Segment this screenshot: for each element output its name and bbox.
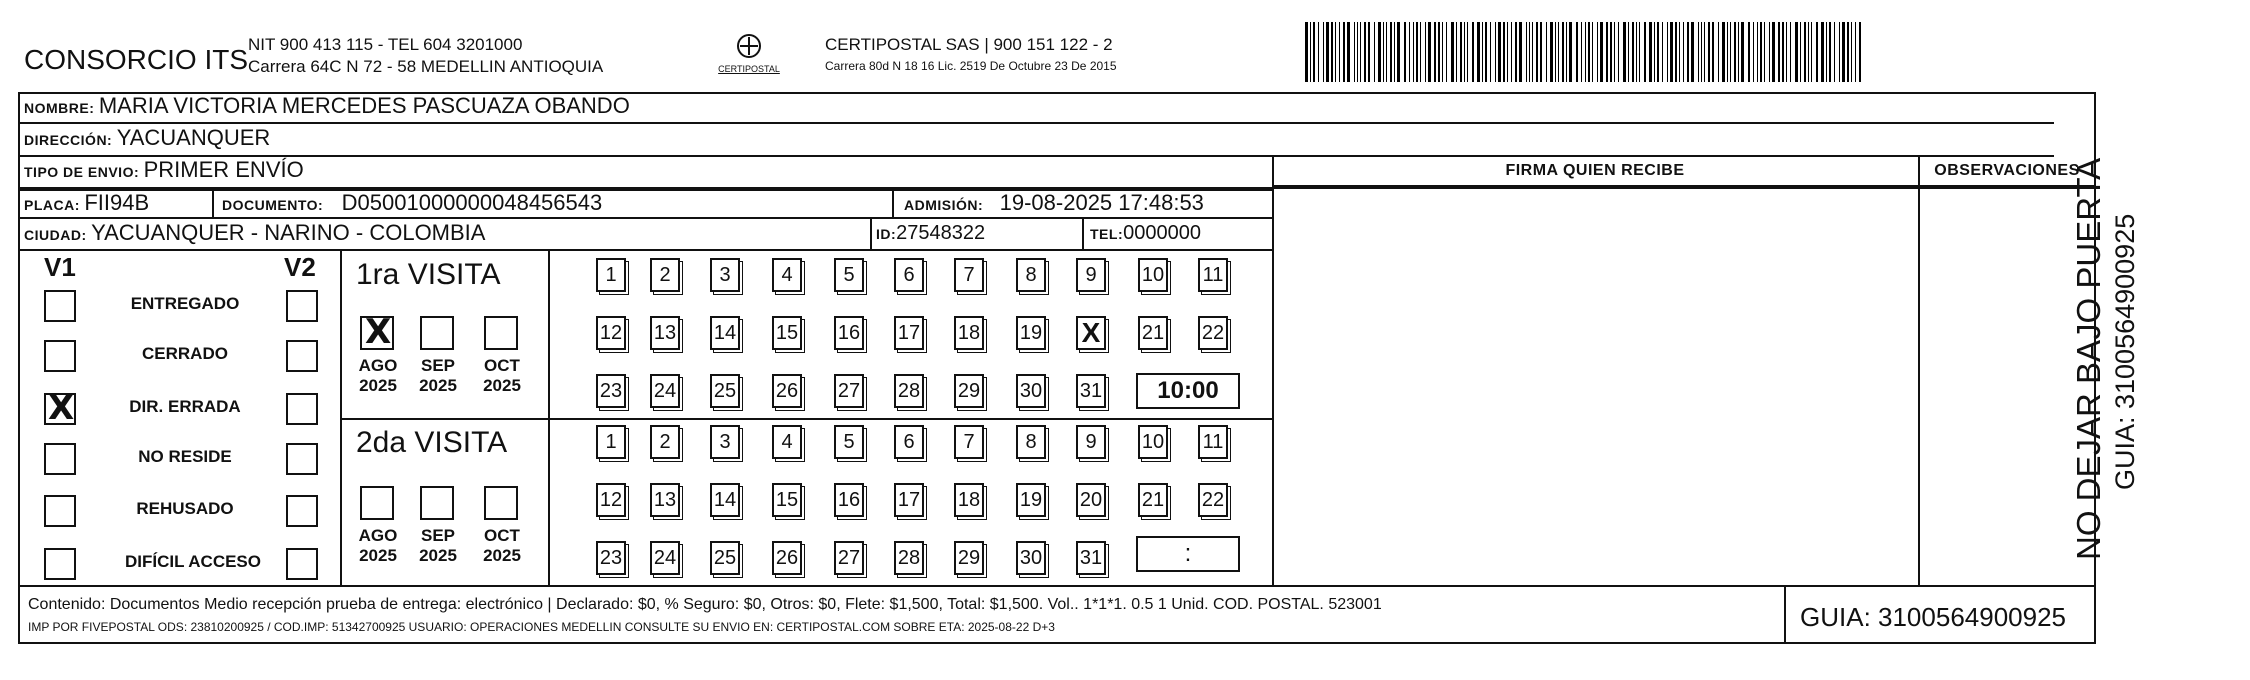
barcode-bar: [1305, 22, 1308, 82]
divider: [1784, 585, 1786, 644]
tel-value: 0000000: [1123, 222, 1201, 244]
divider: [892, 189, 894, 219]
barcode-bar: [1546, 22, 1547, 82]
barcode-bar: [1420, 22, 1421, 82]
id-row: [876, 222, 985, 245]
divider: [870, 219, 872, 249]
barcode-bar: [1313, 22, 1315, 82]
day-box[interactable]: 17: [894, 316, 924, 350]
v1-checkbox[interactable]: [44, 548, 76, 580]
v2-checkbox[interactable]: [286, 548, 318, 580]
barcode-bar: [1416, 22, 1418, 82]
ciudad-row: [24, 220, 485, 246]
ciudad-value: YACUANQUER - NARINO - COLOMBIA: [91, 220, 486, 245]
tel-label: TEL:: [1090, 226, 1124, 242]
barcode-bar: [1464, 22, 1465, 82]
day-box[interactable]: 25: [710, 541, 740, 575]
barcode-bar: [1628, 22, 1629, 82]
divider: [548, 249, 550, 585]
barcode-bar: [1649, 22, 1652, 82]
day-box[interactable]: 28: [894, 374, 924, 408]
day-box[interactable]: 4: [772, 258, 802, 292]
barcode-bar: [1446, 22, 1447, 82]
firma-header: FIRMA QUIEN RECIBE: [1505, 162, 1685, 179]
day-box[interactable]: 28: [894, 541, 924, 575]
barcode-bar: [1675, 22, 1677, 82]
barcode-bar: [1657, 22, 1659, 82]
barcode-bar: [1472, 22, 1474, 82]
barcode-bar: [1562, 22, 1564, 82]
admision-label: ADMISIÓN:: [904, 197, 984, 213]
barcode-bar: [1644, 22, 1646, 82]
barcode-bar: [1526, 22, 1527, 82]
barcode-bar: [1834, 22, 1835, 82]
certipostal-line: CERTIPOSTAL SAS | 900 151 122 - 2: [825, 35, 1113, 54]
barcode-bar: [1753, 22, 1754, 82]
ciudad-label: CIUDAD:: [24, 227, 87, 243]
barcode-bar: [1495, 22, 1496, 82]
day-box[interactable]: 26: [772, 541, 802, 575]
barcode-bar: [1442, 22, 1443, 82]
day-box[interactable]: 10: [1138, 258, 1168, 292]
barcode-bar: [1438, 22, 1440, 82]
tel-row: [1090, 222, 1201, 245]
barcode-bar: [1701, 22, 1702, 82]
barcode-bar: [1490, 22, 1491, 82]
barcode-bar: [1800, 22, 1801, 82]
barcode-bar: [1456, 22, 1457, 82]
v2-checkbox[interactable]: [286, 393, 318, 425]
status-label: DIFÍCIL ACCESO: [124, 552, 261, 571]
barcode: [1305, 22, 1945, 82]
day-box[interactable]: 18: [954, 483, 984, 517]
imp-text: IMP POR FIVEPOSTAL ODS: 23810200925 / COD.IMP: 51342700925 USUARIO: OPERACIONES MEDELLIN CONSULTE SU ENVIO EN: CERTIPOSTAL.COM SOBRE ETA: 2025-08-22 D+3: [28, 620, 1055, 634]
documento-value: D05001000000048456543: [341, 190, 603, 215]
barcode-bar: [1760, 22, 1762, 82]
v1-checkbox[interactable]: [44, 443, 76, 475]
day-box[interactable]: 22: [1198, 483, 1228, 517]
day-box[interactable]: [1076, 316, 1106, 350]
barcode-bar: [1769, 22, 1770, 82]
visit1-title: 1ra VISITA: [356, 258, 501, 291]
v2-checkbox[interactable]: [286, 495, 318, 527]
barcode-bar: [1778, 22, 1780, 82]
barcode-bar: [1722, 22, 1725, 82]
barcode-bar: [1451, 22, 1454, 82]
barcode-bar: [1467, 22, 1468, 82]
barcode-bar: [1588, 22, 1590, 82]
divider: [1918, 155, 1920, 585]
divider: [1082, 219, 1084, 249]
check-mark-icon: X: [365, 312, 392, 352]
barcode-bar: [1623, 22, 1626, 82]
day-box[interactable]: 9: [1076, 258, 1106, 292]
placa-label: PLACA:: [24, 197, 80, 213]
observaciones-header: OBSERVACIONES: [1934, 162, 2080, 179]
divider: [1272, 155, 1274, 585]
day-box[interactable]: 3: [710, 258, 740, 292]
tipo-label: TIPO DE ENVIO:: [24, 164, 140, 180]
nombre-value: MARIA VICTORIA MERCEDES PASCUAZA OBANDO: [98, 93, 630, 118]
v2-checkbox[interactable]: [286, 443, 318, 475]
check-mark-icon: X: [1081, 317, 1101, 348]
id-value: 27548322: [896, 222, 986, 244]
barcode-bar: [1821, 22, 1824, 82]
day-box[interactable]: 19: [1016, 316, 1046, 350]
v1-checkbox[interactable]: [44, 388, 76, 428]
day-box[interactable]: 8: [1016, 425, 1046, 459]
day-box[interactable]: 21: [1138, 483, 1168, 517]
barcode-bar: [1734, 22, 1736, 82]
tipo-row: [24, 157, 304, 183]
nit-line: NIT 900 413 115 - TEL 604 3201000: [248, 35, 523, 54]
barcode-bar: [1536, 22, 1538, 82]
barcode-bar: [1639, 22, 1640, 82]
barcode-bar: [1738, 22, 1739, 82]
month-label: SEP 2025: [419, 356, 457, 395]
barcode-bar: [1390, 22, 1392, 82]
side-guia: GUIA: 3100564900925: [2110, 213, 2140, 490]
divider: [1272, 185, 2094, 187]
barcode-bar: [1368, 22, 1370, 82]
certipostal-logo: [716, 32, 782, 80]
barcode-bar: [1847, 22, 1849, 82]
day-box[interactable]: 17: [894, 483, 924, 517]
barcode-bar: [1339, 22, 1340, 82]
barcode-bar: [1498, 22, 1501, 82]
day-box[interactable]: 29: [954, 541, 984, 575]
barcode-bar: [1532, 22, 1533, 82]
logo-text: CERTIPOSTAL: [718, 64, 780, 74]
barcode-bar: [1679, 22, 1680, 82]
day-box[interactable]: 31: [1076, 374, 1106, 408]
month-label: SEP 2025: [419, 526, 457, 565]
day-box[interactable]: 29: [954, 374, 984, 408]
check-mark-icon: X: [48, 388, 75, 428]
barcode-bar: [1592, 22, 1593, 82]
day-box[interactable]: 20: [1076, 483, 1106, 517]
address-line: Carrera 64C N 72 - 58 MEDELLIN ANTIOQUIA: [248, 57, 604, 76]
company-name: CONSORCIO ITS: [24, 44, 249, 75]
barcode-bar: [1394, 22, 1395, 82]
id-label: ID:: [876, 226, 897, 242]
barcode-bar: [1816, 22, 1818, 82]
barcode-bar: [1310, 22, 1311, 82]
barcode-bar: [1795, 22, 1798, 82]
month-label: OCT 2025: [483, 526, 521, 565]
v2-header: V2: [284, 252, 316, 282]
barcode-bar: [1477, 22, 1480, 82]
barcode-bar: [1683, 22, 1684, 82]
day-box[interactable]: 1: [596, 258, 626, 292]
day-box[interactable]: 5: [834, 258, 864, 292]
day-box[interactable]: 8: [1016, 258, 1046, 292]
barcode-bar: [1397, 22, 1400, 82]
barcode-bar: [1826, 22, 1827, 82]
barcode-bar: [1434, 22, 1436, 82]
month-checkbox[interactable]: [420, 316, 454, 350]
barcode-bar: [1378, 22, 1381, 82]
month-checkbox[interactable]: [360, 312, 394, 352]
barcode-bar: [1741, 22, 1744, 82]
day-box[interactable]: 14: [710, 316, 740, 350]
day-box[interactable]: 25: [710, 374, 740, 408]
barcode-bar: [1757, 22, 1758, 82]
barcode-bar: [1576, 22, 1578, 82]
day-box[interactable]: 30: [1016, 541, 1046, 575]
placa-value: FII94B: [84, 190, 150, 215]
barcode-bar: [1357, 22, 1358, 82]
barcode-bar: [1614, 22, 1615, 82]
barcode-bar: [1606, 22, 1608, 82]
day-box[interactable]: 16: [834, 483, 864, 517]
barcode-bar: [1811, 22, 1812, 82]
day-box[interactable]: 27: [834, 541, 864, 575]
barcode-bar: [1772, 22, 1775, 82]
certipostal-info: [825, 34, 1117, 76]
v1-checkbox[interactable]: [44, 290, 76, 322]
barcode-bar: [1404, 22, 1406, 82]
nombre-label: NOMBRE:: [24, 100, 95, 116]
day-box[interactable]: 16: [834, 316, 864, 350]
barcode-bar: [1354, 22, 1355, 82]
barcode-bar: [1335, 22, 1336, 82]
day-box[interactable]: 24: [650, 374, 680, 408]
barcode-bar: [1859, 22, 1861, 82]
status-label: CERRADO: [142, 344, 228, 363]
nombre-row: [24, 93, 630, 119]
barcode-bar: [1704, 22, 1705, 82]
barcode-bar: [1851, 22, 1852, 82]
day-box[interactable]: 27: [834, 374, 864, 408]
barcode-bar: [1687, 22, 1689, 82]
day-box[interactable]: 9: [1076, 425, 1106, 459]
day-box[interactable]: 11: [1198, 425, 1228, 459]
v1-checkbox[interactable]: [44, 495, 76, 527]
barcode-bar: [1698, 22, 1699, 82]
barcode-bar: [1482, 22, 1483, 82]
day-box[interactable]: 1: [596, 425, 626, 459]
barcode-bar: [1670, 22, 1673, 82]
admision-row: [904, 190, 1204, 216]
barcode-bar: [1413, 22, 1414, 82]
day-box[interactable]: 10: [1138, 425, 1168, 459]
documento-label: DOCUMENTO:: [222, 197, 324, 213]
day-box[interactable]: 23: [596, 374, 626, 408]
day-box[interactable]: 5: [834, 425, 864, 459]
barcode-bar: [1727, 22, 1728, 82]
barcode-bar: [1786, 22, 1787, 82]
day-box[interactable]: 31: [1076, 541, 1106, 575]
barcode-bar: [1632, 22, 1634, 82]
barcode-bar: [1360, 22, 1361, 82]
day-box[interactable]: 14: [710, 483, 740, 517]
barcode-bar: [1428, 22, 1431, 82]
barcode-bar: [1597, 22, 1598, 82]
day-box[interactable]: 6: [894, 425, 924, 459]
barcode-bar: [1347, 22, 1350, 82]
direccion-label: DIRECCIÓN:: [24, 132, 113, 148]
barcode-bar: [1667, 22, 1668, 82]
direccion-row: [24, 125, 270, 151]
barcode-bar: [1558, 22, 1559, 82]
barcode-bar: [1730, 22, 1731, 82]
barcode-bar: [1829, 22, 1831, 82]
barcode-bar: [1331, 22, 1333, 82]
company-info: [248, 34, 603, 78]
barcode-bar: [1718, 22, 1719, 82]
barcode-bar: [1323, 22, 1324, 82]
contenido-text: Contenido: Documentos Medio recepción prueba de entrega: electrónico | Declarado: $0, % Seguro: $0, Otros: $0, Flete: $1,500, Total: $1,500. Vol.. 1*1*1. 0.5 1 Unid. COD. POSTAL. 523001: [28, 596, 1382, 613]
license-line: Carrera 80d N 18 16 Lic. 2519 De Octubre 23 De 2015: [825, 59, 1117, 73]
barcode-bar: [1515, 22, 1517, 82]
day-box[interactable]: 7: [954, 258, 984, 292]
barcode-bar: [1842, 22, 1845, 82]
day-box[interactable]: 23: [596, 541, 626, 575]
barcode-bar: [1374, 22, 1375, 82]
visit1-time: 10:00: [1136, 373, 1240, 409]
day-box[interactable]: 7: [954, 425, 984, 459]
no-dejar-label: NO DEJAR BAJO PUERTA: [2070, 157, 2107, 560]
barcode-bar: [1326, 22, 1329, 82]
divider: [340, 249, 342, 585]
barcode-bar: [1425, 22, 1426, 82]
status-label: DIR. ERRADA: [129, 397, 241, 416]
barcode-bar: [1600, 22, 1603, 82]
day-box[interactable]: 12: [596, 483, 626, 517]
barcode-bar: [1662, 22, 1663, 82]
barcode-bar: [1610, 22, 1612, 82]
barcode-bar: [1585, 22, 1586, 82]
status-label: ENTREGADO: [130, 294, 240, 313]
barcode-bar: [1409, 22, 1410, 82]
barcode-bar: [1485, 22, 1487, 82]
day-box[interactable]: 18: [954, 316, 984, 350]
barcode-bar: [1386, 22, 1387, 82]
status-label: REHUSADO: [136, 499, 234, 518]
v1-header: V1: [44, 252, 76, 282]
barcode-bar: [1691, 22, 1694, 82]
barcode-bar: [1764, 22, 1765, 82]
day-box[interactable]: 2: [650, 425, 680, 459]
divider: [340, 418, 1272, 420]
day-box[interactable]: 13: [650, 483, 680, 517]
day-box[interactable]: 4: [772, 425, 802, 459]
month-checkbox[interactable]: [484, 316, 518, 350]
day-box[interactable]: 11: [1198, 258, 1228, 292]
barcode-bar: [1550, 22, 1553, 82]
admision-value: 19-08-2025 17:48:53: [999, 190, 1204, 215]
barcode-bar: [1507, 22, 1508, 82]
divider: [18, 249, 1272, 251]
visit2-title: 2da VISITA: [356, 426, 508, 459]
documento-row: [222, 190, 602, 216]
day-box[interactable]: 15: [772, 483, 802, 517]
month-checkbox[interactable]: [420, 486, 454, 520]
day-box[interactable]: 30: [1016, 374, 1046, 408]
barcode-bar: [1383, 22, 1384, 82]
day-box[interactable]: 2: [650, 258, 680, 292]
month-checkbox[interactable]: [484, 486, 518, 520]
v1-checkbox[interactable]: [44, 340, 76, 372]
barcode-bar: [1782, 22, 1784, 82]
barcode-bar: [1581, 22, 1582, 82]
divider: [18, 155, 2054, 157]
day-box[interactable]: 13: [650, 316, 680, 350]
barcode-bar: [1748, 22, 1750, 82]
month-label: OCT 2025: [483, 356, 521, 395]
barcode-bar: [1569, 22, 1572, 82]
barcode-bar: [1712, 22, 1714, 82]
day-box[interactable]: 12: [596, 316, 626, 350]
direccion-value: YACUANQUER: [116, 125, 271, 150]
guia-number: GUIA: 3100564900925: [1800, 602, 2066, 632]
barcode-bar: [1808, 22, 1809, 82]
barcode-bar: [1618, 22, 1619, 82]
month-label: AGO 2025: [358, 526, 398, 565]
barcode-bar: [1519, 22, 1522, 82]
day-box[interactable]: 3: [710, 425, 740, 459]
barcode-bar: [1460, 22, 1462, 82]
month-checkbox[interactable]: [360, 486, 394, 520]
barcode-bar: [1790, 22, 1791, 82]
barcode-bar: [1503, 22, 1505, 82]
day-box[interactable]: 26: [772, 374, 802, 408]
day-box[interactable]: 15: [772, 316, 802, 350]
barcode-bar: [1540, 22, 1542, 82]
v2-checkbox[interactable]: [286, 290, 318, 322]
barcode-bar: [1855, 22, 1856, 82]
barcode-bar: [1555, 22, 1556, 82]
barcode-bar: [1511, 22, 1512, 82]
divider: [18, 122, 2054, 124]
placa-row: [24, 190, 149, 216]
barcode-bar: [1708, 22, 1710, 82]
barcode-bar: [1529, 22, 1530, 82]
barcode-bar: [1364, 22, 1366, 82]
barcode-bar: [1804, 22, 1806, 82]
barcode-bar: [1654, 22, 1655, 82]
barcode-bar: [1636, 22, 1637, 82]
day-box[interactable]: 21: [1138, 316, 1168, 350]
barcode-bar: [1318, 22, 1319, 82]
day-box[interactable]: 24: [650, 541, 680, 575]
v2-checkbox[interactable]: [286, 340, 318, 372]
logo-emblem-icon: [729, 32, 769, 62]
status-label: NO RESIDE: [138, 447, 232, 466]
barcode-bar: [1839, 22, 1840, 82]
divider: [212, 189, 214, 219]
barcode-bar: [1566, 22, 1567, 82]
day-box[interactable]: 22: [1198, 316, 1228, 350]
tipo-value: PRIMER ENVÍO: [143, 157, 304, 182]
visit2-time: :: [1136, 536, 1240, 572]
month-label: AGO 2025: [358, 356, 398, 395]
day-box[interactable]: 6: [894, 258, 924, 292]
barcode-bar: [1343, 22, 1345, 82]
day-box[interactable]: 19: [1016, 483, 1046, 517]
